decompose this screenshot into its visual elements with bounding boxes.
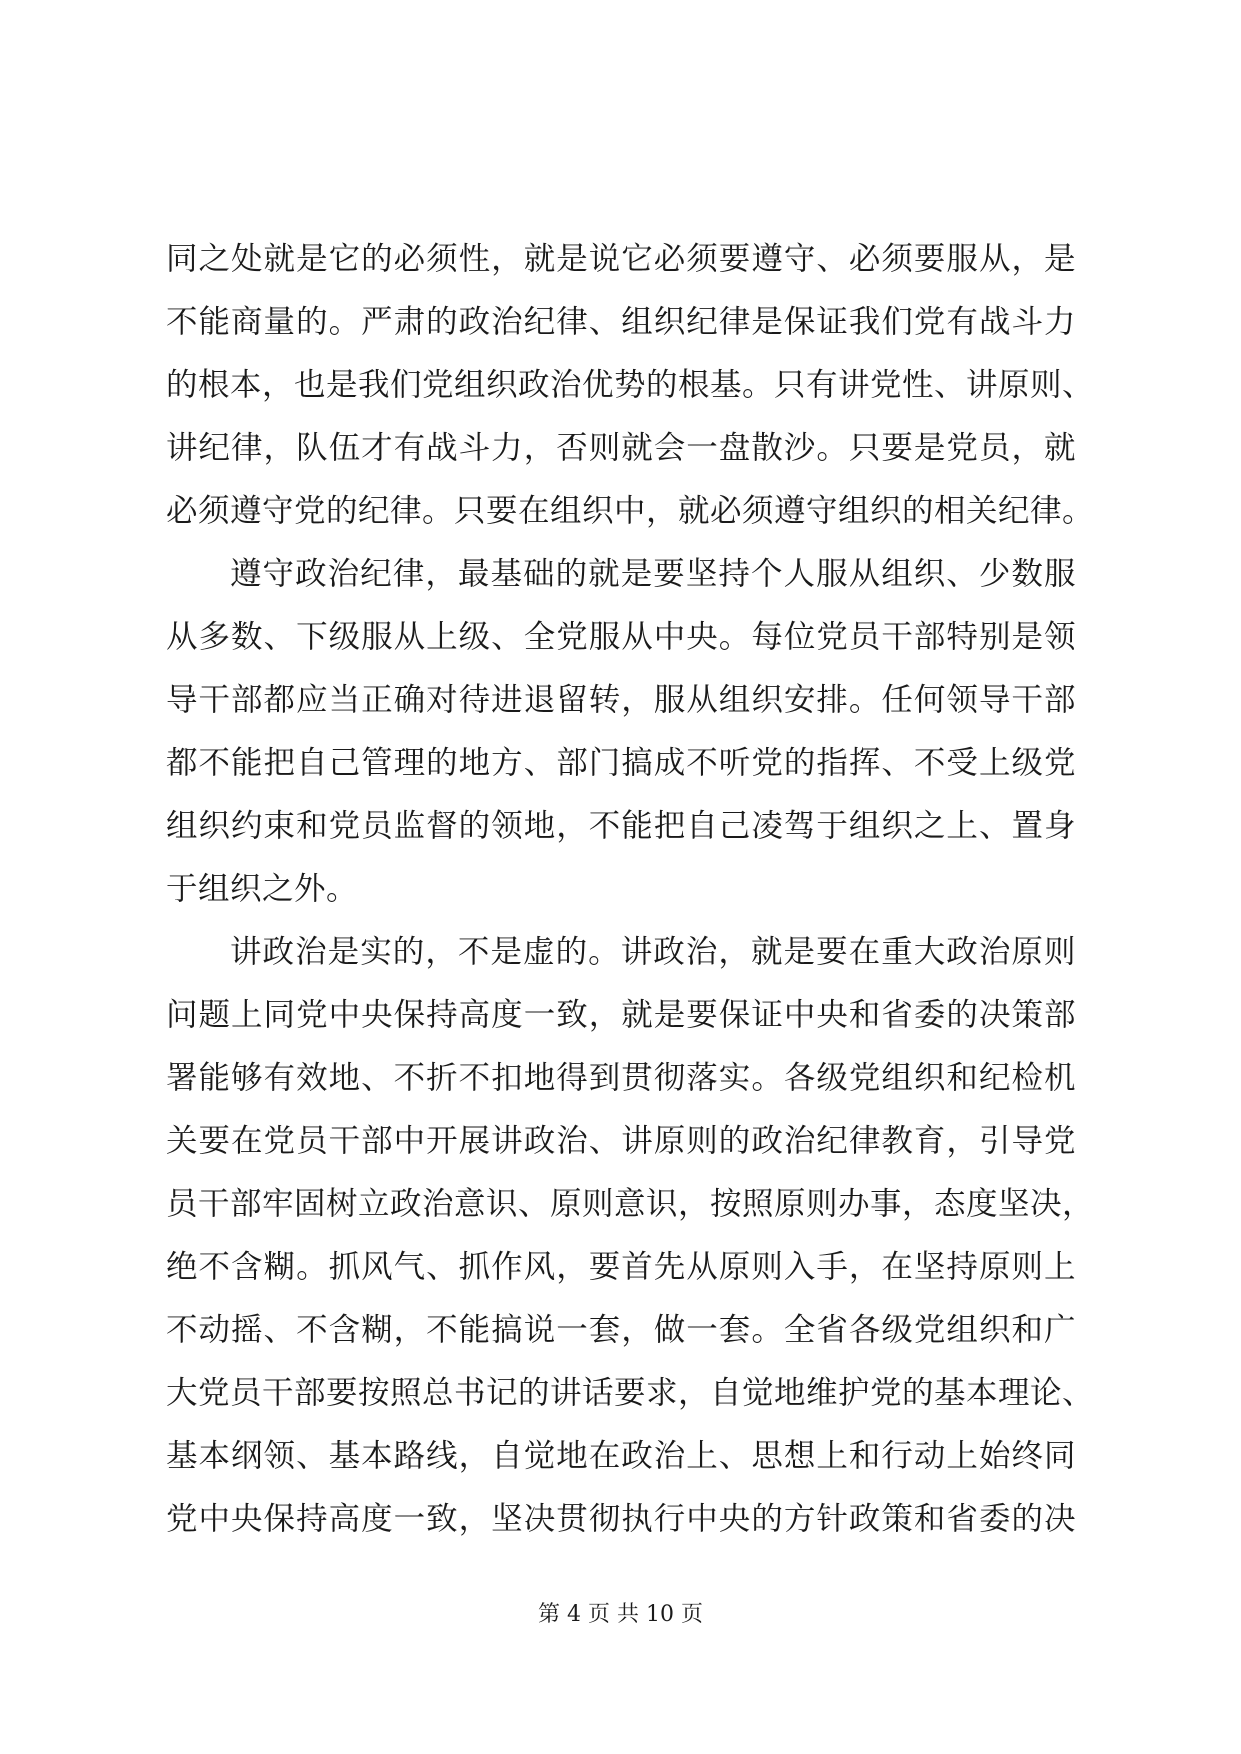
page-number-footer: 第 4 页 共 10 页: [538, 1602, 703, 1627]
text-line: 遵守政治纪律，最基础的就是要坚持个人服从组织、少数服: [230, 556, 1076, 592]
text-line: 都不能把自己管理的地方、部门搞成不听党的指挥、不受上级党: [166, 745, 1076, 781]
text-line: 组织约束和党员监督的领地，不能把自己凌驾于组织之上、置身: [166, 808, 1076, 844]
text-line: 基本纲领、基本路线，自觉地在政治上、思想上和行动上始终同: [166, 1438, 1076, 1474]
text-line: 员干部牢固树立政治意识、原则意识，按照原则办事，态度坚决，: [166, 1186, 1095, 1222]
text-line: 于组织之外。: [166, 871, 359, 907]
text-line: 绝不含糊。抓风气、抓作风，要首先从原则入手，在坚持原则上: [166, 1249, 1076, 1285]
text-line: 问题上同党中央保持高度一致，就是要保证中央和省委的决策部: [166, 997, 1076, 1033]
body-text: [166, 228, 1095, 1551]
text-line: 关要在党员干部中开展讲政治、讲原则的政治纪律教育，引导党: [166, 1123, 1076, 1159]
text-line: 不动摇、不含糊，不能搞说一套，做一套。全省各级党组织和广: [166, 1312, 1076, 1348]
text-line: 大党员干部要按照总书记的讲话要求，自觉地维护党的基本理论、: [166, 1375, 1095, 1411]
text-line: 从多数、下级服从上级、全党服从中央。每位党员干部特别是领: [166, 619, 1076, 655]
text-line: 署能够有效地、不折不扣地得到贯彻落实。各级党组织和纪检机: [166, 1060, 1076, 1096]
text-line: 讲政治是实的，不是虚的。讲政治，就是要在重大政治原则: [230, 934, 1076, 970]
text-line: 不能商量的。严肃的政治纪律、组织纪律是保证我们党有战斗力: [166, 304, 1076, 340]
text-line: 的根本，也是我们党组织政治优势的根基。只有讲党性、讲原则、: [166, 367, 1095, 403]
text-line: 必须遵守党的纪律。只要在组织中，就必须遵守组织的相关纪律。: [166, 493, 1095, 529]
text-line: 同之处就是它的必须性，就是说它必须要遵守、必须要服从，是: [166, 241, 1076, 277]
text-line: 讲纪律，队伍才有战斗力，否则就会一盘散沙。只要是党员，就: [166, 430, 1076, 466]
text-line: 党中央保持高度一致，坚决贯彻执行中央的方针政策和省委的决: [166, 1501, 1076, 1537]
text-line: 导干部都应当正确对待进退留转，服从组织安排。任何领导干部: [166, 682, 1076, 718]
